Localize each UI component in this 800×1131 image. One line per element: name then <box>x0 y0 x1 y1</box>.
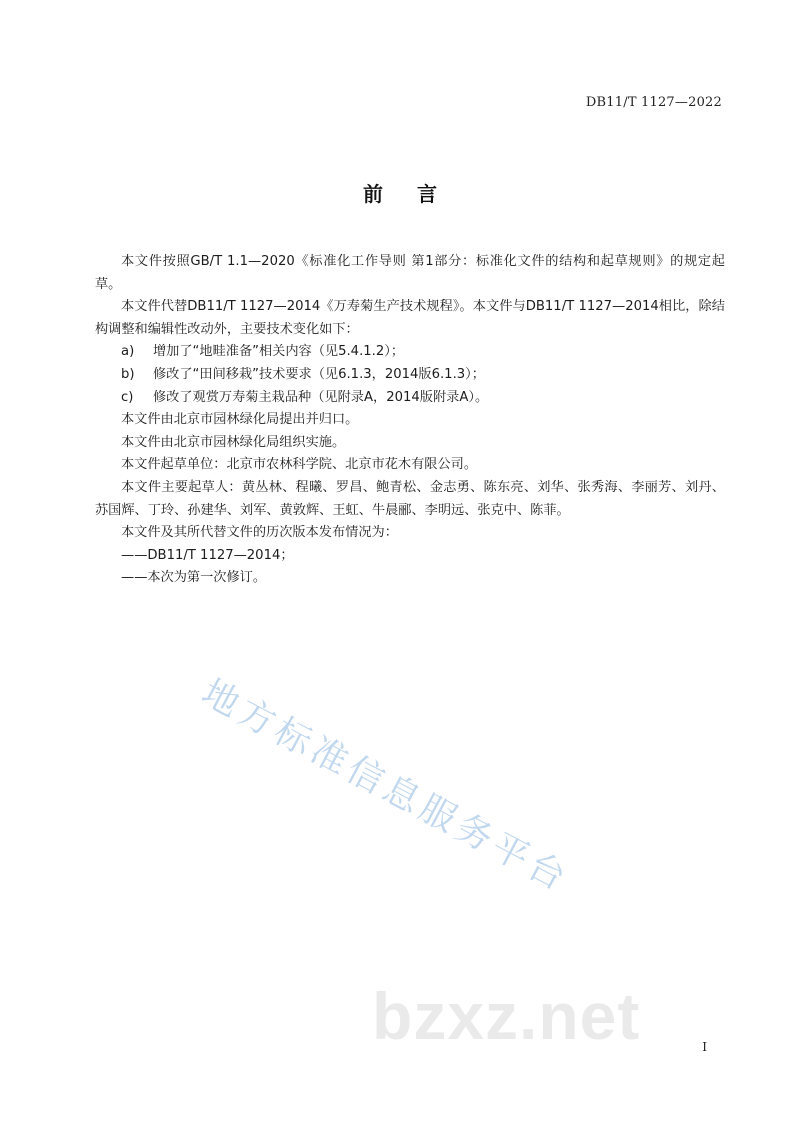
change-item-b <box>95 364 725 387</box>
paragraph-5: 本文件起草单位：北京市农林科学院、北京市花木有限公司。 <box>121 457 478 473</box>
list-marker: a) <box>121 344 135 360</box>
standard-code: DB11/T 1127—2022 <box>585 95 722 110</box>
chinese-watermark: 地方标准信息服务平台 <box>194 672 577 901</box>
change-item-a <box>95 341 725 364</box>
foreword-body <box>95 251 725 590</box>
site-watermark: bzxz.net <box>372 979 641 1053</box>
page-title: 前言 <box>363 182 471 206</box>
paragraph-7: 本文件及其所代替文件的历次版本发布情况为： <box>121 525 398 541</box>
paragraph-3: 本文件由北京市园林绿化局提出并归口。 <box>121 412 359 428</box>
list-marker: c) <box>121 389 134 405</box>
paragraph-1: 本文件按照GB/T 1.1—2020《标准化工作导则 第1部分：标准化文件的结构和起草规则》的规定起草。 <box>95 254 725 292</box>
history-item-2: ——本次为第一次修订。 <box>121 570 267 586</box>
list-marker: b) <box>121 366 135 382</box>
paragraph-4: 本文件由北京市园林绿化局组织实施。 <box>121 434 346 450</box>
list-item-text: 增加了“地畦准备”相关内容（见5.4.1.2）； <box>153 344 405 360</box>
list-item-text: 修改了观赏万寿菊主栽品种（见附录A，2014版附录A）。 <box>153 389 489 405</box>
paragraph-2: 本文件代替DB11/T 1127—2014《万寿菊生产技术规程》。本文件与DB11/T 1127—2014相比，除结构调整和编辑性改动外，主要技术变化如下： <box>95 299 725 337</box>
page-number: I <box>702 1040 707 1054</box>
change-item-c <box>95 387 725 410</box>
history-item-1: ——DB11/T 1127—2014； <box>121 547 294 563</box>
list-item-text: 修改了“田间移栽”技术要求（见6.1.3，2014版6.1.3）； <box>153 366 485 382</box>
paragraph-6: 本文件主要起草人：黄丛林、程曦、罗昌、鲍青松、金志勇、陈东亮、刘华、张秀海、李丽芳、刘丹、苏国辉、丁玲、孙建华、刘军、黄敦辉、王虹、牛晨郦、李明远、张克中、陈菲。 <box>95 479 725 518</box>
